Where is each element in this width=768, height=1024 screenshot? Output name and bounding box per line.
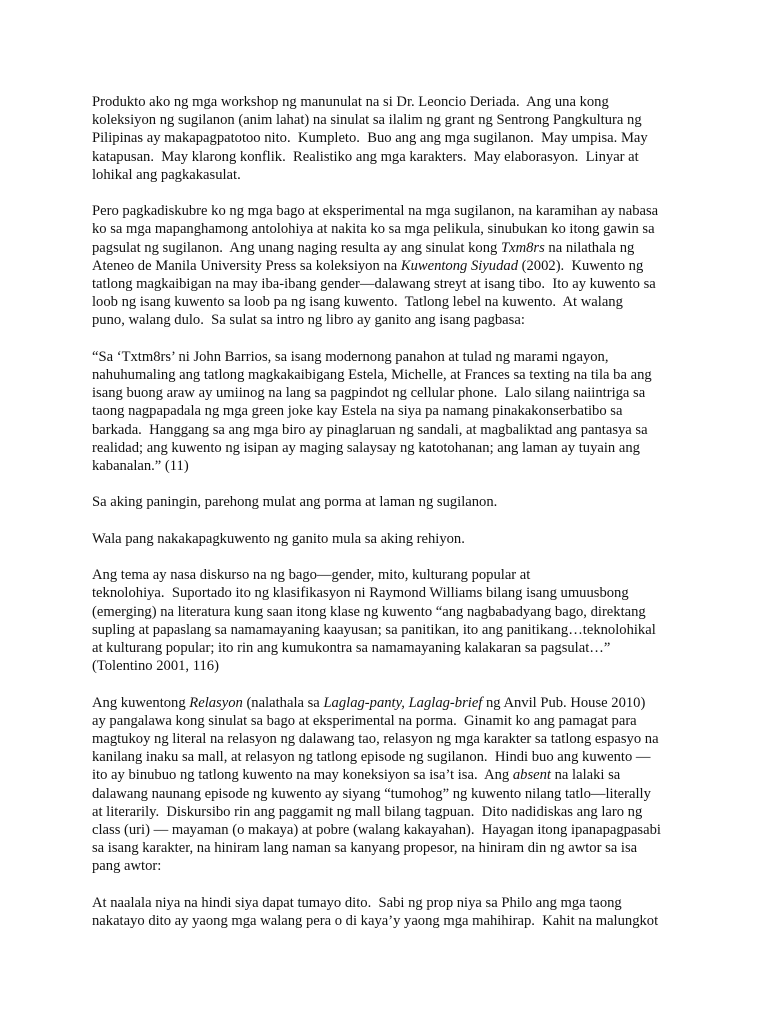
text-segment: sa isang karakter, na hiniram lang naman sa kanyang propesor, na hiniram din ng awtor sa isa bbox=[92, 840, 638, 857]
text-line bbox=[92, 239, 682, 257]
text-line bbox=[92, 603, 682, 621]
text-segment: Ang tema ay nasa diskurso na ng bago—gender, mito, kulturang popular at bbox=[92, 567, 531, 584]
text-segment: na lalaki sa bbox=[550, 767, 621, 784]
text-segment: magtukoy ng literal na relasyon ng dalawang tao, relasyon ng mga karakter sa tatlong espasyo na bbox=[92, 731, 659, 748]
text-segment: taong nagpapadala ng mga green joke kay Estela na siya pa namang pinakakonserbatibo sa bbox=[92, 403, 623, 420]
text-line bbox=[92, 621, 682, 639]
italic-title-text: absent bbox=[512, 767, 551, 784]
text-segment: Produkto ako ng mga workshop ng manunulat na si Dr. Leoncio Deriada. Ang una kong bbox=[92, 94, 609, 110]
text-line bbox=[92, 293, 682, 311]
paragraph bbox=[92, 202, 682, 329]
text-segment: Ang kuwentong bbox=[92, 694, 190, 711]
paragraph bbox=[92, 348, 682, 475]
text-segment: realidad; ang kuwento ng isipan ay maging salaysay ng katotohanan; ang laman ay tuyain ang bbox=[92, 439, 640, 456]
text-line bbox=[92, 457, 682, 475]
text-line bbox=[92, 584, 682, 602]
text-segment: ko sa mga mapanghamong antolohiya at nakita ko sa mga pelikula, sinubukan ko itong gawin sa bbox=[92, 221, 655, 238]
text-segment: (2002). Kuwento ng bbox=[518, 257, 644, 274]
text-line bbox=[92, 421, 682, 439]
text-line bbox=[92, 912, 682, 930]
text-segment: at literarily. Diskursibo rin ang paggamit ng mall bilang tagpuan. Dito nadidiskas ang laro ng bbox=[92, 803, 643, 820]
paragraph bbox=[92, 894, 682, 930]
document-page bbox=[92, 93, 682, 930]
text-segment: dalawang naunang episode ng kuwento ay siyang “tumohog” ng kuwento nilang tatlo—literally bbox=[92, 785, 651, 802]
paragraph bbox=[92, 93, 682, 184]
text-segment: Pilipinas ay makapagpatotoo nito. Kumpleto. Buo ang ang mga sugilanon. May umpisa. May bbox=[92, 130, 648, 147]
italic-title-text: Relasyon bbox=[189, 694, 243, 711]
text-segment: nahuhumaling ang tatlong magkakaibigang Estela, Michelle, at Frances sa texting na tila ba ang bbox=[92, 367, 652, 384]
text-line bbox=[92, 439, 682, 457]
text-segment: nakatayo dito ay yaong mga walang pera o di kaya’y yaong mga mahihirap. Kahit na malungkot bbox=[92, 913, 659, 930]
text-line bbox=[92, 694, 682, 712]
text-line bbox=[92, 402, 682, 420]
text-segment: at kulturang popular; ito rin ang kumukontra sa namamayaning kalakaran sa pagsulat…” bbox=[92, 640, 611, 657]
text-segment: koleksiyon ng sugilanon (anim lahat) na sinulat sa ilalim ng grant ng Sentrong Pangkultura ng bbox=[92, 112, 642, 129]
text-segment: Sa aking paningin, parehong mulat ang porma at laman ng sugilanon. bbox=[92, 494, 498, 511]
text-segment: barkada. Hanggang sa ang mga biro ay pinaglaruan ng sandali, at magbaliktad ang pantasya sa bbox=[92, 421, 648, 438]
text-segment: ng Anvil Pub. House 2010) bbox=[482, 694, 646, 711]
text-line bbox=[92, 129, 682, 147]
text-segment: ito ay binubuo ng tatlong kuwento na may koneksiyon sa isa’t isa. Ang bbox=[92, 767, 513, 784]
text-segment: (nalathala sa bbox=[242, 694, 324, 711]
text-segment: pang awtor: bbox=[92, 858, 162, 875]
text-segment: lohikal ang pagkakasulat. bbox=[92, 166, 241, 183]
text-line bbox=[92, 857, 682, 875]
text-line bbox=[92, 257, 682, 275]
paragraph bbox=[92, 694, 682, 876]
text-segment: Ateneo de Manila University Press sa koleksiyon na bbox=[92, 257, 401, 274]
paragraph bbox=[92, 530, 682, 548]
text-segment: (Tolentino 2001, 116) bbox=[92, 658, 219, 675]
text-line bbox=[92, 348, 682, 366]
text-segment: Wala pang nakakapagkuwento ng ganito mula sa aking rehiyon. bbox=[92, 530, 465, 547]
text-segment: supling at papaslang sa namamayaning kaayusan; sa panitikan, ito ang panitikang…teknolohikal bbox=[92, 621, 656, 638]
text-segment: katapusan. May klarong konflik. Realistiko ang mga karakters. May elaborasyon. Linyar at bbox=[92, 148, 639, 165]
text-line bbox=[92, 821, 682, 839]
paragraph bbox=[92, 566, 682, 675]
paragraph bbox=[92, 493, 682, 511]
italic-title-text: Kuwentong Siyudad bbox=[400, 257, 518, 274]
text-line bbox=[92, 730, 682, 748]
text-line bbox=[92, 766, 682, 784]
text-segment: ay pangalawa kong sinulat sa bago at eksperimental na porma. Ginamit ko ang pamagat para bbox=[92, 712, 637, 729]
text-line bbox=[92, 384, 682, 402]
text-line bbox=[92, 311, 682, 329]
text-segment: “Sa ‘Txtm8rs’ ni John Barrios, sa isang modernong panahon at tulad ng marami ngayon, bbox=[92, 348, 609, 365]
text-line bbox=[92, 785, 682, 803]
text-line bbox=[92, 166, 682, 184]
italic-title-text: Laglag-panty, Laglag-brief bbox=[323, 694, 483, 711]
text-line bbox=[92, 803, 682, 821]
text-segment: kabanalan.” (11) bbox=[92, 458, 189, 475]
text-line bbox=[92, 894, 682, 912]
text-line bbox=[92, 493, 682, 511]
text-line bbox=[92, 93, 682, 111]
text-line bbox=[92, 566, 682, 584]
text-segment: loob ng isang kuwento sa loob pa ng isang kuwento. Tatlong lebel na kuwento. At walang bbox=[92, 294, 623, 311]
text-segment: Pero pagkadiskubre ko ng mga bago at eksperimental na mga sugilanon, na karamihan ay nabasa bbox=[92, 203, 659, 220]
text-segment: class (uri) — mayaman (o makaya) at pobre (walang kakayahan). Hayagan itong ipanapagpasabi bbox=[92, 822, 661, 839]
text-line bbox=[92, 275, 682, 293]
text-line bbox=[92, 148, 682, 166]
text-line bbox=[92, 712, 682, 730]
italic-title-text: Txm8rs bbox=[500, 239, 545, 256]
text-segment: puno, walang dulo. Sa sulat sa intro ng libro ay ganito ang isang pagbasa: bbox=[92, 312, 525, 329]
text-segment: isang buong araw ay umiinog na lang sa pagpindot ng cellular phone. Lalo silang naiintriga sa bbox=[92, 385, 646, 402]
text-line bbox=[92, 202, 682, 220]
text-segment: tatlong magkaibigan na may iba-ibang gender—dalawang streyt at isang tibo. Ito ay kuwento sa bbox=[92, 276, 656, 293]
text-line bbox=[92, 657, 682, 675]
text-segment: (emerging) na literatura kung saan itong klase ng kuwento “ang nagbabadyang bago, direktang bbox=[92, 603, 646, 620]
text-line bbox=[92, 366, 682, 384]
text-line bbox=[92, 111, 682, 129]
text-line bbox=[92, 839, 682, 857]
text-line bbox=[92, 220, 682, 238]
text-line bbox=[92, 748, 682, 766]
text-segment: pagsulat ng sugilanon. Ang unang naging resulta ay ang sinulat kong bbox=[92, 239, 501, 256]
text-segment: kanilang inaku sa mall, at relasyon ng tatlong episode ng sugilanon. Hindi buo ang kuwento — bbox=[92, 749, 651, 766]
text-segment: na nilathala ng bbox=[544, 239, 635, 256]
text-line bbox=[92, 639, 682, 657]
text-line bbox=[92, 530, 682, 548]
text-segment: At naalala niya na hindi siya dapat tumayo dito. Sabi ng prop niya sa Philo ang mga taong bbox=[92, 894, 622, 911]
text-segment: teknolohiya. Suportado ito ng klasifikasyon ni Raymond Williams bilang isang umuusbong bbox=[92, 585, 629, 602]
